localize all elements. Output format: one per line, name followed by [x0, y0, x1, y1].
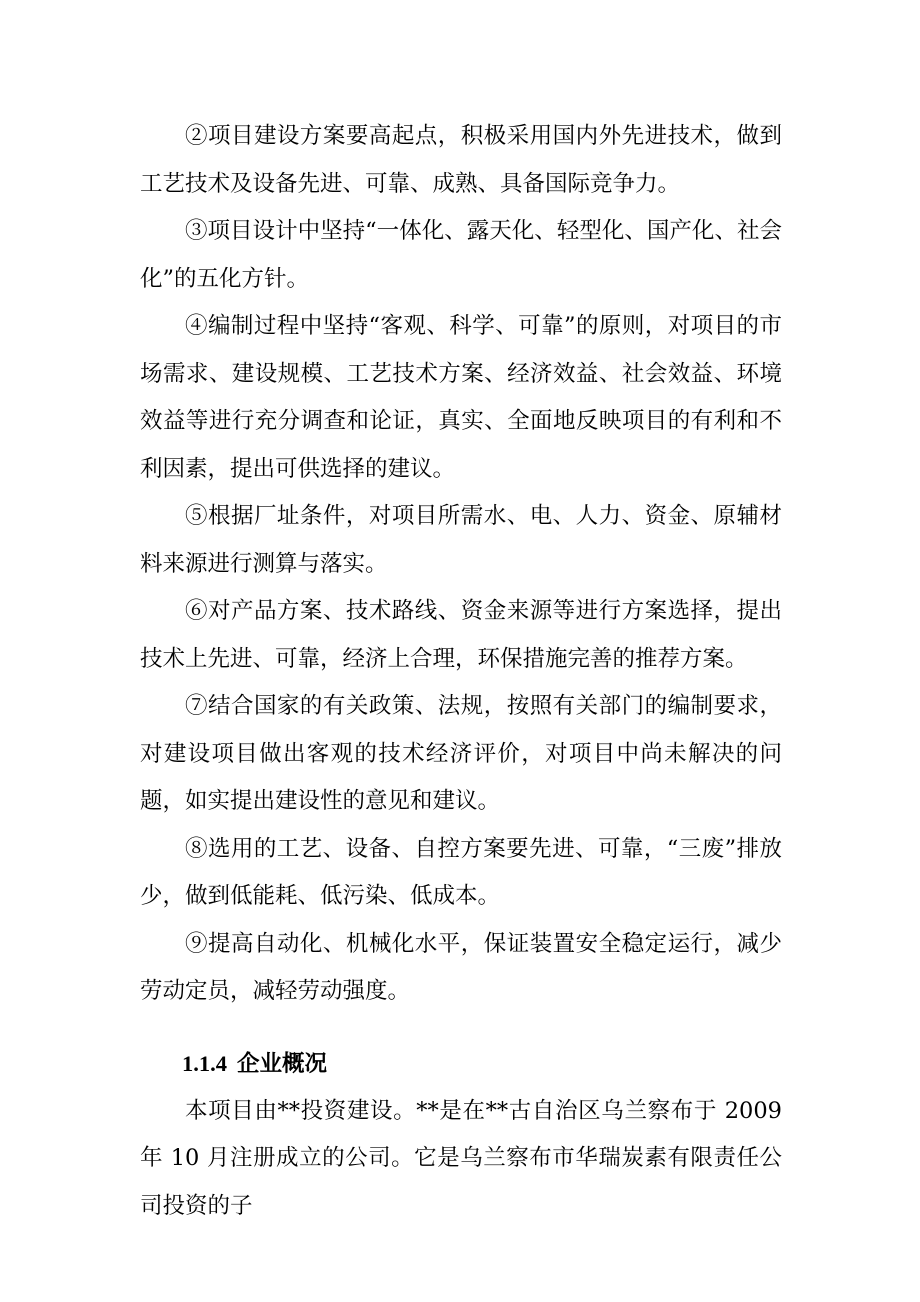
section-heading: [140, 1040, 782, 1088]
paragraph-item-4: ④编制过程中坚持“客观、科学、可靠”的原则，对项目的市场需求、建设规模、工艺技术方案、经济效益、社会效益、环境效益等进行充分调查和论证，真实、全面地反映项目的有利和不利因素，提出可供选择的建议。: [140, 313, 782, 482]
section-title: 企业概况: [237, 1050, 328, 1077]
paragraph-item-7: ⑦结合国家的有关政策、法规，按照有关部门的编制要求，对建设项目做出客观的技术经济评价，对项目中尚未解决的问题，如实提出建设性的意见和建议。: [140, 693, 782, 814]
paragraph-item-8: ⑧选用的工艺、设备、自控方案要先进、可靠，“三废”排放少，做到低能耗、低污染、低成本。: [140, 835, 782, 909]
paragraph-item-2: ②项目建设方案要高起点，积极采用国内外先进技术，做到工艺技术及设备先进、可靠、成熟、具备国际竞争力。: [140, 123, 782, 197]
paragraph-item-9: ⑨提高自动化、机械化水平，保证装置安全稳定运行，减少劳动定员，减轻劳动强度。: [140, 930, 782, 1004]
document-body: [140, 113, 782, 1230]
paragraph-item-6: ⑥对产品方案、技术路线、资金来源等进行方案选择，提出技术上先进、可靠，经济上合理，环保措施完善的推荐方案。: [140, 598, 782, 672]
intro-paragraph: 本项目由**投资建设。**是在**古自治区乌兰察布于 2009 年 10 月注册成立的公司。它是乌兰察布市华瑞炭素有限责任公司投资的子: [140, 1097, 782, 1219]
section-number: 1.1.4: [182, 1050, 227, 1076]
paragraph-item-3: ③项目设计中坚持“一体化、露天化、轻型化、国产化、社会化”的五化方针。: [140, 218, 782, 292]
paragraph-item-5: ⑤根据厂址条件，对项目所需水、电、人力、资金、原辅材料来源进行测算与落实。: [140, 503, 782, 577]
